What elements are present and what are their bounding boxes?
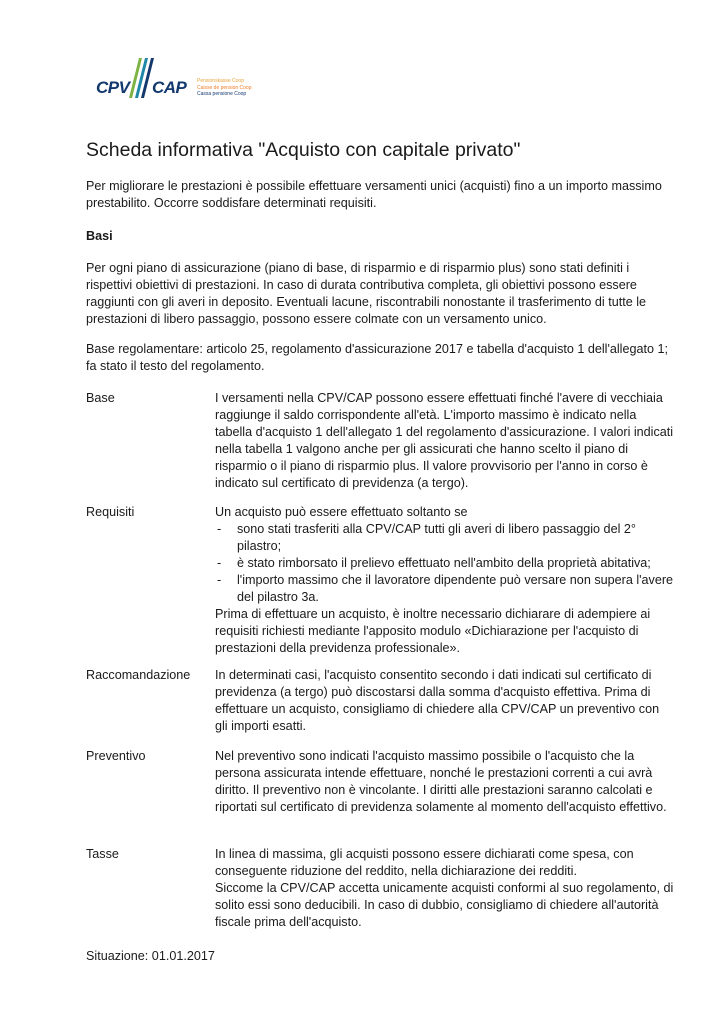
- basi-paragraph: Per ogni piano di assicurazione (piano di base, di risparmio e di risparmio plus) sono stati definiti i rispettivi obiettivi di prestazioni. In caso di durata contributiva completa, gli obiettivi possono essere raggiunti con gli averi in deposito. Eventuali lacune, riscontrabili nonostante il trasferimento di tutte le prestazioni di libero passaggio, possono essere colmate con un versamento unico.: [86, 261, 647, 326]
- footer-status-date: Situazione: 01.01.2017: [86, 949, 215, 963]
- requisiti-intro: Un acquisto può essere effettuato soltanto se: [215, 505, 468, 519]
- section-label-base: Base: [86, 391, 115, 405]
- tasse-paragraph-1: In linea di massima, gli acquisti possono essere dichiarati come spesa, con conseguente riduzione del reddito, nella dichiarazione dei redditi.: [215, 847, 634, 878]
- section-body-raccomandazione: In determinati casi, l'acquisto consentito secondo i dati indicati sul certificato di previdenza (a tergo) può discostarsi dalla somma d'acquisto effettiva. Prima di effettuare un acquisto, consigliamo di chiedere alla CPV/CAP un preventivo con gli importi esatti.: [215, 668, 660, 733]
- logo-tagline: [197, 78, 251, 98]
- list-item: - l'importo massimo che il lavoratore dipendente può versare non supera l'avere del pilastro 3a.: [215, 572, 675, 606]
- list-item: - sono stati trasferiti alla CPV/CAP tutti gli averi di libero passaggio del 2° pilastro;: [215, 521, 675, 555]
- section-label-tasse: Tasse: [86, 847, 119, 861]
- logo-tagline-it: Cassa pensione Coop: [197, 91, 247, 97]
- section-body-requisiti: [215, 504, 675, 657]
- page-title: Scheda informativa "Acquisto con capitale privato": [86, 139, 521, 161]
- tasse-paragraph-2: Siccome la CPV/CAP accetta unicamente acquisti conformi al suo regolamento, di solito essi sono deducibili. In caso di dubbio, consigliamo di chiedere all'autorità fiscale prima dell'acquisto.: [215, 881, 674, 929]
- section-body-base: I versamenti nella CPV/CAP possono essere effettuati finché l'avere di vecchiaia raggiunge il saldo corrispondente all'età. L'importo massimo è indicato nella tabella d'acquisto 1 dell'allegato 1 del regolamento d'assicurazione. I valori indicati nella tabella 1 valgono anche per gli assicurati che hanno scelto il piano di risparmio o il piano di risparmio plus. Il valore provvisorio per l'anno in corso è indicato sul certificato di previdenza (a tergo).: [215, 391, 674, 490]
- regulation-paragraph: Base regolamentare: articolo 25, regolamento d'assicurazione 2017 e tabella d'acquisto 1 dell'allegato 1; fa stato il testo del regolamento.: [86, 342, 668, 373]
- logo-tagline-de: Pensionskasse Coop: [197, 78, 244, 84]
- logo-tagline-fr: Caisse de pension Coop: [197, 84, 252, 91]
- section-label-preventivo: Preventivo: [86, 749, 146, 763]
- section-label-raccomandazione: Raccomandazione: [86, 668, 191, 682]
- logo-cpv-text: CPV: [96, 78, 130, 97]
- requisiti-list: [215, 521, 675, 606]
- requisiti-outro: Prima di effettuare un acquisto, è inoltre necessario dichiarare di adempiere ai requisiti richiesti mediante l'apposito modulo «Dichiarazione per l'acquisto di prestazioni della previdenza professionale».: [215, 607, 651, 655]
- section-label-requisiti: Requisiti: [86, 505, 135, 519]
- basi-heading: Basi: [86, 229, 113, 243]
- cpv-cap-logo: [96, 58, 266, 102]
- intro-paragraph: Per migliorare le prestazioni è possibile effettuare versamenti unici (acquisti) fino a un importo massimo prestabilito. Occorre soddisfare determinati requisiti.: [86, 179, 662, 210]
- list-item: - è stato rimborsato il prelievo effettuato nell'ambito della proprietà abitativa;: [215, 555, 675, 572]
- section-body-preventivo: Nel preventivo sono indicati l'acquisto massimo possibile o l'acquisto che la persona assicurata intende effettuare, nonché le prestazioni correnti a cui avrà diritto. Il preventivo non è vincolante. I diritti alle prestazioni saranno calcolati e riportati sul certificato di previdenza solamente al momento dell'acquisto effettivo.: [215, 749, 667, 814]
- logo-cap-text: CAP: [152, 78, 187, 97]
- section-body-tasse: [215, 846, 675, 931]
